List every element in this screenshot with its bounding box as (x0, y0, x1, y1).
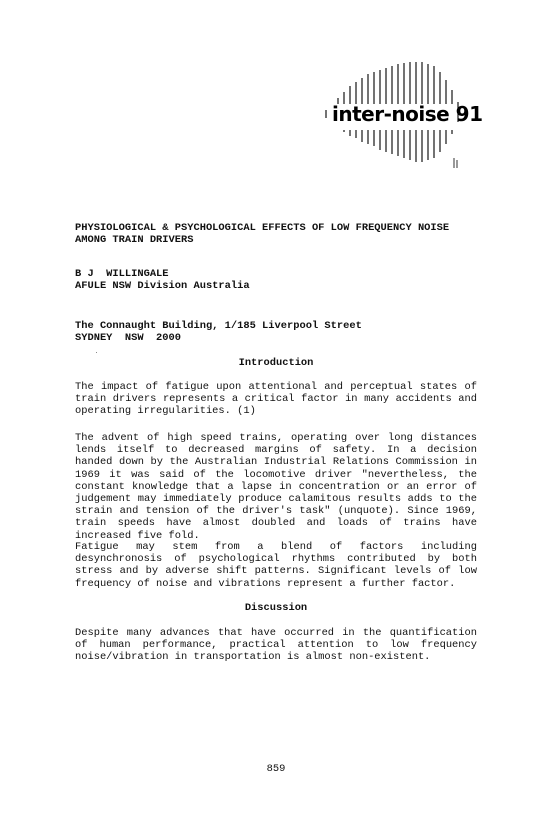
paragraph: Despite many advances that have occurred in the quantification of human performance, practical attention to low frequency noise/vibration in transportation is almost non-existent. (75, 627, 477, 664)
author-name: B J WILLINGALE (75, 268, 169, 280)
address-block (75, 320, 477, 344)
speck (96, 352, 97, 353)
address-line-2: SYDNEY NSW 2000 (75, 332, 182, 345)
section-heading-discussion: Discussion (244, 602, 308, 614)
page-number: 859 (266, 763, 286, 775)
paragraph: The impact of fatigue upon attentional and perceptual states of train drivers represents a critical factor in many accidents and operating irregularities. (1) (75, 381, 477, 418)
logo-text: inter-noise 91 (332, 102, 483, 126)
paragraph: The advent of high speed trains, operating over long distances lends itself to decreased margins of safety. In a decision handed down by the Australian Industrial Relations Commission in 1969 it was said of the locomotive driver "nevertheless, the constant knowledge that a lapse in concentration or an error of judgement may immediately produce calamitous results adds to the strain and tension of the driver's task" (unquote). Since 1969, train speeds have almost doubled and loads of trains have increased five fold. (75, 432, 477, 542)
author-affiliation: AFULE NSW Division Australia (75, 280, 250, 293)
author-block (75, 268, 477, 292)
paragraph: Fatigue may stem from a blend of factors including desynchronosis of psychological rhythms contributed by both stress and by adverse shift patterns. Significant levels of low frequency of noise and vibrations represent a further factor. (75, 541, 477, 590)
conference-logo (318, 58, 483, 170)
paper-title: PHYSIOLOGICAL & PSYCHOLOGICAL EFFECTS OF LOW FREQUENCY NOISE AMONG TRAIN DRIVERS (75, 222, 450, 247)
address-line-1: The Connaught Building, 1/185 Liverpool Street (75, 320, 362, 332)
section-heading-introduction: Introduction (238, 357, 314, 369)
